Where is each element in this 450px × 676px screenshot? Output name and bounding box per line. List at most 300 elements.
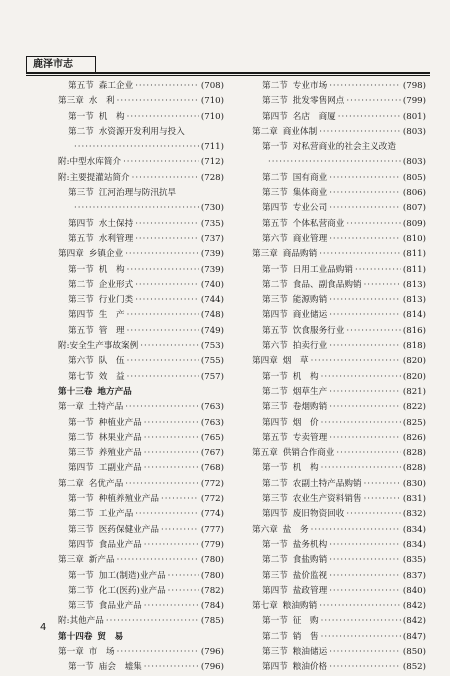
toc-entry-page: (831) [402, 494, 426, 505]
toc-entry [58, 584, 224, 599]
toc-leader-dots [117, 553, 199, 568]
toc-leader-dots [135, 507, 199, 522]
toc-leader-dots [168, 584, 199, 599]
toc-entry-page: (820) [402, 356, 426, 367]
toc-entry-number: 第三节 [262, 646, 288, 657]
toc-entry-title: 管 理 [98, 325, 125, 336]
toc-entry-page: (850) [402, 646, 426, 657]
toc-entry [58, 446, 224, 461]
toc-entry-number: 第二节 [68, 509, 94, 520]
toc-entry-number: 第三节 [68, 188, 94, 199]
toc-entry [252, 155, 426, 170]
toc-entry-number: 第四节 [262, 417, 288, 428]
toc-entry-page: (813) [402, 279, 426, 290]
toc-entry-number: 第一节 [68, 111, 94, 122]
toc-entry-page: (784) [200, 601, 224, 612]
toc-entry-page: (710) [200, 96, 224, 107]
toc-entry-number: 第一章 [58, 646, 84, 657]
toc-entry [252, 599, 426, 614]
toc-entry-title: 庙会 墟集 [98, 662, 142, 673]
toc-entry [58, 461, 224, 476]
toc-entry [58, 293, 224, 308]
toc-entry-page: (748) [200, 310, 224, 321]
toc-entry-number: 第二节 [262, 81, 288, 91]
toc-leader-dots [329, 186, 401, 201]
toc-entry-title: 效 益 [98, 371, 125, 382]
toc-entry-page: (780) [200, 555, 224, 566]
toc-entry-page: (796) [200, 662, 224, 673]
toc-entry-page: (834) [402, 524, 426, 535]
toc-entry-title: 食品业产品 [98, 601, 142, 612]
toc-entry-title: 养殖业产品 [98, 448, 142, 459]
toc-entry-title: 土特产品 [88, 402, 124, 413]
toc-entry-number: 第十四卷 [58, 631, 93, 642]
toc-entry-number: 第三节 [262, 295, 288, 306]
toc-entry-page: (809) [402, 218, 426, 229]
toc-entry-page: (708) [200, 81, 224, 91]
toc-entry-page: (835) [402, 555, 426, 566]
toc-entry-page: (801) [402, 111, 426, 122]
toc-leader-dots [329, 645, 401, 660]
toc-leader-dots [321, 370, 401, 385]
toc-entry [58, 278, 224, 293]
toc-leader-dots [355, 263, 401, 278]
toc-entry [58, 110, 224, 125]
toc-entry-title: 销 售 [292, 631, 319, 642]
toc-leader-dots [117, 645, 199, 660]
toc-entry-title: 烟草生产 [292, 386, 328, 397]
toc-entry-title: 盐务机构 [292, 539, 328, 550]
toc-entry [252, 584, 426, 599]
toc-entry-title: 水土保持 [98, 218, 134, 229]
toc-entry-title: 名优产品 [88, 478, 124, 489]
toc-leader-dots [132, 171, 199, 186]
toc-leader-dots [161, 523, 199, 538]
toc-entry-page: (710) [200, 111, 224, 122]
top-margin [0, 0, 450, 52]
toc-entry-number: 第三节 [262, 570, 288, 581]
toc-entry-number: 第三节 [262, 494, 288, 505]
toc-entry [58, 171, 224, 186]
toc-entry-number: 第三节 [68, 524, 94, 535]
toc-entry [58, 660, 224, 675]
toc-entry-title: 对私营商业的社会主义改造 [292, 142, 396, 153]
toc-entry-number: 第三节 [262, 96, 288, 107]
toc-entry [252, 247, 426, 262]
toc-leader-dots [329, 569, 401, 584]
toc-entry [252, 232, 426, 247]
toc-entry-title: 供销合作商业 [282, 448, 335, 459]
toc-entry-number: 第四节 [68, 539, 94, 550]
toc-entry-page: (810) [402, 233, 426, 244]
toc-leader-dots [144, 446, 199, 461]
toc-entry-page: (772) [200, 478, 224, 489]
toc-entry-title: 卷烟购销 [292, 402, 328, 413]
toc-entry [58, 324, 224, 339]
toc-entry-number: 第二节 [68, 279, 94, 290]
toc-entry-number: 第十三卷 [58, 386, 93, 397]
toc-entry-title: 专业市场 [292, 81, 328, 91]
toc-entry-number: 第四章 [58, 249, 84, 260]
toc-entry-title: 企业形式 [98, 279, 134, 290]
toc-entry-page: (820) [402, 371, 426, 382]
toc-leader-dots [336, 446, 401, 461]
toc-leader-dots [135, 79, 199, 94]
toc-entry [252, 538, 426, 553]
toc-entry-title: 烟 价 [292, 417, 319, 428]
toc-entry [58, 354, 224, 369]
toc-leader-dots [106, 614, 199, 629]
toc-entry-number: 第二节 [262, 555, 288, 566]
toc-entry-page: (828) [402, 463, 426, 474]
toc-entry [58, 416, 224, 431]
toc-entry-title: 食品业产品 [98, 539, 142, 550]
toc-entry-title: 附:主要提灌站简介 [58, 172, 130, 183]
toc-leader-dots [364, 477, 401, 492]
toc-entry-number: 第四节 [262, 111, 288, 122]
toc-leader-dots [127, 110, 199, 125]
toc-entry-page: (780) [200, 570, 224, 581]
toc-entry-title: 机 构 [98, 264, 125, 275]
toc-leader-dots [127, 324, 199, 339]
toc-entry-number: 第四节 [262, 585, 288, 596]
toc-entry [58, 477, 224, 492]
toc-entry-number: 第一节 [68, 662, 94, 673]
toc-entry-title: 队 伍 [98, 356, 125, 367]
toc-entry-page: (832) [402, 509, 426, 520]
toc-entry [252, 171, 426, 186]
toc-entry-page: (757) [200, 371, 224, 382]
toc-entry-title: 化工(医药)业产品 [98, 585, 166, 596]
toc-entry-number: 第二节 [262, 386, 288, 397]
toc-entry-title: 盐价监视 [292, 570, 328, 581]
toc-entry-number: 第三节 [262, 402, 288, 413]
toc-entry-page: (749) [200, 325, 224, 336]
toc-entry-page: (805) [402, 172, 426, 183]
toc-entry-number: 第四节 [262, 310, 288, 321]
toc-entry [252, 507, 426, 522]
toc-entry-page: (813) [402, 295, 426, 306]
toc-entry-page: (765) [200, 432, 224, 443]
toc-entry-page: (837) [402, 570, 426, 581]
toc-entry-title: 名店 商厦 [292, 111, 336, 122]
toc-entry-number: 第二节 [262, 172, 288, 183]
toc-entry-page: (711) [200, 142, 224, 153]
toc-leader-dots [319, 247, 401, 262]
toc-leader-dots [346, 217, 401, 232]
toc-entry-page: (755) [200, 356, 224, 367]
toc-entry [252, 446, 426, 461]
toc-entry-page: (763) [200, 417, 224, 428]
toc-entry [252, 370, 426, 385]
toc-entry [58, 523, 224, 538]
toc-entry [252, 477, 426, 492]
toc-entry [252, 339, 426, 354]
toc-entry [252, 553, 426, 568]
toc-right-column [252, 79, 426, 676]
toc-leader-dots [329, 171, 401, 186]
toc-entry [58, 94, 224, 109]
toc-entry-number: 第六节 [262, 341, 288, 352]
toc-leader-dots [127, 263, 199, 278]
toc-left-column [58, 79, 224, 676]
toc-leader-dots [127, 354, 199, 369]
toc-leader-dots [127, 370, 199, 385]
toc-leader-dots [329, 400, 401, 415]
toc-entry [252, 79, 426, 94]
toc-entry [58, 599, 224, 614]
toc-entry-page: (782) [200, 585, 224, 596]
toc-entry [252, 94, 426, 109]
toc-entry-number: 第四节 [262, 662, 288, 673]
toc-entry-page: (834) [402, 539, 426, 550]
toc-entry-number: 第四节 [262, 203, 288, 214]
toc-leader-dots [117, 94, 199, 109]
toc-entry-number: 第一节 [262, 463, 288, 474]
toc-entry-number: 第二节 [262, 478, 288, 489]
toc-leader-dots [329, 201, 401, 216]
toc-leader-dots [144, 599, 199, 614]
toc-entry-page: (730) [200, 203, 224, 214]
toc-entry-page: (821) [402, 386, 426, 397]
toc-entry [252, 630, 426, 645]
toc-entry-number: 第三章 [58, 96, 84, 107]
toc-leader-dots [346, 507, 401, 522]
toc-entry [58, 370, 224, 385]
toc-entry-page: (840) [402, 585, 426, 596]
toc-entry-number: 第五节 [68, 233, 94, 244]
toc-leader-dots [144, 660, 199, 675]
toc-entry-title: 新产品 [88, 555, 115, 566]
toc-leader-dots [329, 339, 401, 354]
toc-entry-number: 第二节 [262, 279, 288, 290]
toc-entry-page: (777) [200, 524, 224, 535]
toc-entry-title: 废旧物资回收 [292, 509, 345, 520]
toc-entry-number: 第五节 [262, 432, 288, 443]
toc-entry [252, 461, 426, 476]
toc-leader-dots [346, 94, 401, 109]
toc-entry-number: 第四节 [68, 463, 94, 474]
toc-entry [252, 263, 426, 278]
toc-entry-page: (779) [200, 539, 224, 550]
toc-entry-number: 第五节 [68, 81, 94, 91]
toc-entry-page: (799) [402, 96, 426, 107]
toc-entry-number: 第二节 [68, 585, 94, 596]
toc-entry-page: (728) [200, 172, 224, 183]
toc-entry [252, 324, 426, 339]
toc-entry-title: 水资源开发利用与投入 [98, 126, 185, 137]
toc-entry-number: 第三节 [68, 448, 94, 459]
toc-entry-title: 市 场 [88, 646, 115, 657]
toc-entry-number: 第四节 [262, 509, 288, 520]
toc-leader-dots [74, 201, 199, 216]
toc-entry-title: 商业体制 [282, 126, 318, 137]
toc-entry-number: 第三章 [58, 555, 84, 566]
toc-entry-title: 专业公司 [292, 203, 328, 214]
toc-leader-dots [329, 232, 401, 247]
toc-entry-title: 附:中型水库简介 [58, 157, 122, 168]
toc-entry-number: 第一章 [58, 402, 84, 413]
toc-entry-title: 机 构 [292, 463, 319, 474]
toc-entry-number: 第一节 [262, 142, 288, 153]
toc-entry-title: 机 构 [292, 371, 319, 382]
toc-entry-page: (740) [200, 279, 224, 290]
toc-leader-dots [329, 385, 401, 400]
toc-entry-title: 批发零售网点 [292, 96, 345, 107]
toc-entry-number: 第四节 [68, 310, 94, 321]
toc-entry-page: (803) [402, 157, 426, 168]
toc-entry-page: (744) [200, 295, 224, 306]
toc-entry [252, 492, 426, 507]
toc-leader-dots [329, 431, 401, 446]
toc-entry-title: 商业储运 [292, 310, 328, 321]
toc-entry-page: (822) [402, 402, 426, 413]
toc-entry-page: (768) [200, 463, 224, 474]
toc-leader-dots [135, 232, 199, 247]
toc-entry [58, 614, 224, 629]
toc-entry-page: (739) [200, 249, 224, 260]
toc-leader-dots [321, 614, 401, 629]
toc-entry [252, 614, 426, 629]
toc-entry-title: 集体商业 [292, 188, 328, 199]
toc-entry [252, 201, 426, 216]
toc-entry [58, 400, 224, 415]
toc-entry-number: 第一节 [68, 264, 94, 275]
toc-leader-dots [311, 523, 401, 538]
toc-entry-title: 贸 易 [97, 631, 124, 642]
toc-entry-page: (830) [402, 478, 426, 489]
toc-entry [58, 645, 224, 660]
toc-leader-dots [319, 599, 401, 614]
toc-leader-dots [321, 461, 401, 476]
toc-leader-dots [329, 553, 401, 568]
toc-entry-title: 农业生产资料销售 [292, 494, 362, 505]
toc-entry [252, 308, 426, 323]
toc-leader-dots [125, 400, 199, 415]
toc-entry-title: 日用工业品购销 [292, 264, 353, 275]
toc-entry-number: 第一节 [262, 264, 288, 275]
toc-entry-number: 第七章 [252, 601, 278, 612]
toc-entry-page: (814) [402, 310, 426, 321]
toc-leader-dots [268, 155, 401, 170]
toc-entry [58, 630, 224, 645]
toc-entry-page: (774) [200, 509, 224, 520]
toc-entry-title: 林果业产品 [98, 432, 142, 443]
toc-entry-title: 地方产品 [97, 386, 132, 397]
toc-entry-number: 第五节 [68, 325, 94, 336]
toc-entry-title: 盐 务 [282, 524, 309, 535]
toc-entry-page: (785) [200, 616, 224, 627]
toc-entry-title: 森工企业 [98, 81, 134, 91]
toc-entry-page: (826) [402, 432, 426, 443]
toc-entry-number: 第二节 [262, 631, 288, 642]
toc-entry-page: (739) [200, 264, 224, 275]
toc-entry-page: (825) [402, 417, 426, 428]
toc-entry [58, 140, 224, 155]
toc-leader-dots [329, 584, 401, 599]
toc-leader-dots [319, 125, 401, 140]
toc-leader-dots [329, 538, 401, 553]
toc-entry-number: 第一节 [68, 417, 94, 428]
toc-entry-number: 第六节 [68, 356, 94, 367]
toc-entry-page: (753) [200, 341, 224, 352]
toc-entry-number: 第三节 [68, 601, 94, 612]
toc-entry-number: 第五章 [252, 448, 278, 459]
toc-entry [58, 538, 224, 553]
toc-entry-page: (767) [200, 448, 224, 459]
toc-entry [252, 278, 426, 293]
toc-entry-number: 第五节 [262, 218, 288, 229]
toc-entry-title: 工副业产品 [98, 463, 142, 474]
toc-entry-number: 第七节 [68, 371, 94, 382]
toc-entry [58, 492, 224, 507]
toc-entry-number: 第一节 [68, 570, 94, 581]
toc-leader-dots [144, 416, 199, 431]
toc-entry-number: 第二节 [68, 432, 94, 443]
toc-entry-page: (847) [402, 631, 426, 642]
toc-leader-dots [135, 217, 199, 232]
toc-leader-dots [364, 278, 401, 293]
toc-entry-number: 第三章 [252, 249, 278, 260]
toc-leader-dots [161, 492, 199, 507]
toc-entry-page: (772) [200, 494, 224, 505]
toc-entry-page: (842) [402, 601, 426, 612]
toc-entry-title: 拍卖行业 [292, 341, 328, 352]
toc-leader-dots [329, 293, 401, 308]
toc-entry [58, 247, 224, 262]
toc-entry-number: 第三节 [68, 295, 94, 306]
toc-entry-page: (806) [402, 188, 426, 199]
toc-entry-number: 第一节 [262, 371, 288, 382]
toc-entry-title: 盐政管理 [292, 585, 328, 596]
toc-entry [252, 140, 426, 155]
toc-entry-title: 附:安全生产事故案例 [58, 341, 139, 352]
toc-entry-number: 第四章 [252, 356, 278, 367]
toc-leader-dots [329, 660, 401, 675]
toc-entry-number: 第五节 [262, 325, 288, 336]
toc-entry-page: (811) [402, 249, 426, 260]
page-number: 4 [40, 622, 47, 633]
toc-entry [58, 201, 224, 216]
toc-entry-page: (712) [200, 157, 224, 168]
toc-entry-number: 第六章 [252, 524, 278, 535]
toc-entry [252, 293, 426, 308]
toc-entry-title: 食盐购销 [292, 555, 328, 566]
toc-entry-title: 医药保健业产品 [98, 524, 159, 535]
toc-leader-dots [168, 569, 199, 584]
toc-entry-page: (828) [402, 448, 426, 459]
toc-entry-title: 水利管理 [98, 233, 134, 244]
toc-leader-dots [74, 140, 199, 155]
toc-entry-title: 专卖管理 [292, 432, 328, 443]
toc-entry-title: 饮食服务行业 [292, 325, 345, 336]
toc-leader-dots [321, 630, 401, 645]
toc-entry-number: 第四节 [68, 218, 94, 229]
toc-entry-title: 乡镇企业 [88, 249, 124, 260]
toc-leader-dots [125, 477, 199, 492]
toc-entry-title: 生 产 [98, 310, 125, 321]
toc-entry-number: 第一节 [68, 494, 94, 505]
toc-entry-title: 水 利 [88, 96, 115, 107]
toc-entry-page: (796) [200, 646, 224, 657]
toc-leader-dots [338, 110, 401, 125]
toc-entry [58, 155, 224, 170]
toc-entry-page: (803) [402, 126, 426, 137]
toc-leader-dots [140, 339, 199, 354]
toc-entry-title: 种植业产品 [98, 417, 142, 428]
toc-entry-title: 商业管理 [292, 233, 328, 244]
toc-entry-title: 国有商业 [292, 172, 328, 183]
